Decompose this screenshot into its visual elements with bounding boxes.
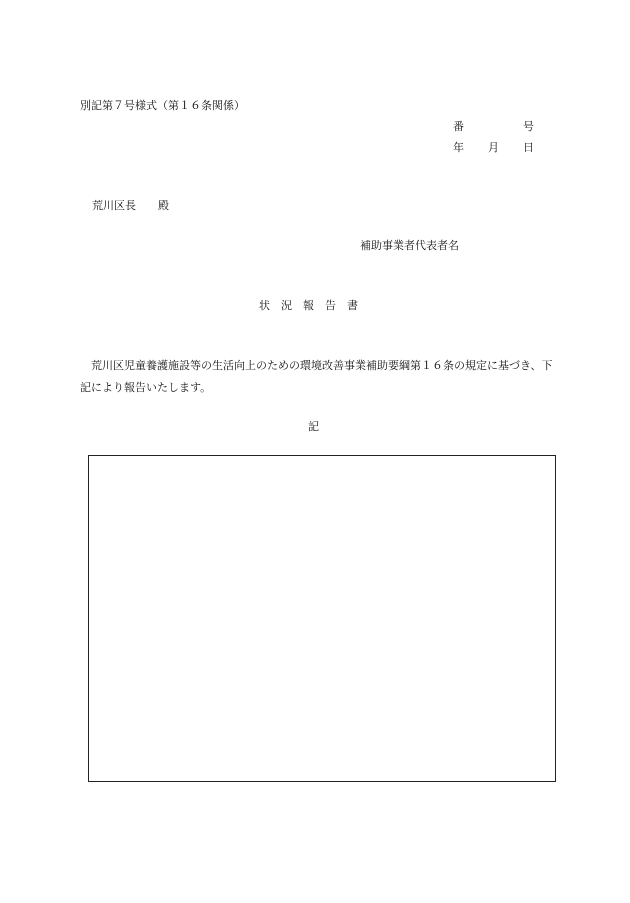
title-char: 書 — [347, 299, 358, 312]
title-char: 状 — [259, 299, 270, 312]
record-box — [88, 455, 556, 782]
document-title — [259, 297, 358, 313]
date-year-label: 年 — [453, 141, 464, 154]
body-paragraph: 荒川区児童養護施設等の生活向上のための環境改善事業補助要綱第１６条の規定に基づき、下記により報告いたします。 — [80, 359, 553, 394]
date-month-label: 月 — [488, 141, 499, 154]
form-label: 別記第７号様式（第１６条関係） — [80, 99, 245, 112]
number-ban-label: 番 — [453, 120, 464, 133]
addressee-name: 荒川区長 — [92, 199, 136, 212]
ki-heading: 記 — [308, 420, 319, 433]
date-day-label: 日 — [523, 141, 534, 154]
title-char: 告 — [325, 299, 336, 312]
addressee-honorific: 殿 — [158, 199, 169, 212]
addressee — [92, 197, 169, 213]
title-char: 況 — [281, 299, 292, 312]
title-char: 報 — [303, 299, 314, 312]
representative-label: 補助事業者代表者名 — [360, 239, 459, 252]
number-go-label: 号 — [523, 120, 534, 133]
